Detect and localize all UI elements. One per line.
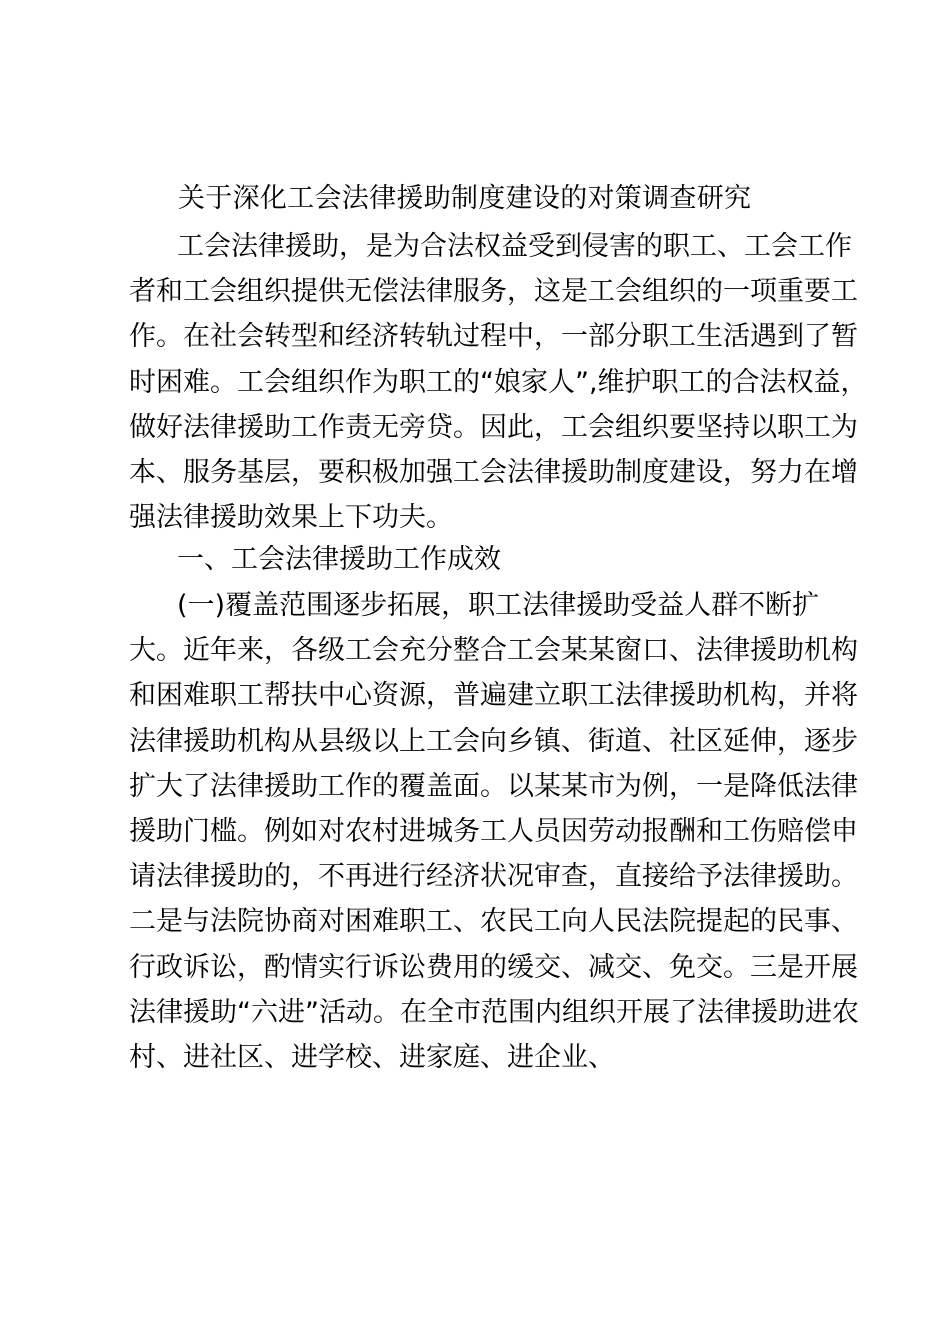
text-line: 强法律援助效果上下功夫。 [129, 502, 453, 534]
text-line: 时困难。工会组织作为职工的“娘家人”,维护职工的合法权益， [129, 366, 868, 398]
document-title: 关于深化工会法律援助制度建设的对策调查研究 [178, 183, 752, 214]
text-line: 大。近年来，各级工会充分整合工会某某窗口、法律援助机构 [129, 635, 858, 667]
text-line: 二是与法院协商对困难职工、农民工向人民法院提起的民事、 [129, 906, 858, 938]
text-line: 村、进社区、进学校、进家庭、进企业、 [129, 1041, 615, 1073]
text-line: 扩大了法律援助工作的覆盖面。以某某市为例，一是降低法律 [129, 770, 858, 802]
text-line: 法律援助机构从县级以上工会向乡镇、街道、社区延伸，逐步 [129, 725, 858, 757]
text-line: 做好法律援助工作责无旁贷。因此，工会组织要坚持以职工为 [129, 411, 858, 443]
intro-paragraph [129, 224, 868, 540]
text-line: 请法律援助的，不再进行经济状况审查，直接给予法律援助。 [129, 861, 858, 893]
text-line: 援助门槛。例如对农村进城务工人员因劳动报酬和工伤赔偿申 [129, 815, 858, 847]
text-line: (一)覆盖范围逐步拓展，职工法律援助受益人群不断扩 [177, 590, 820, 621]
section-heading [129, 537, 819, 582]
text-line: 工会法律援助，是为合法权益受到侵害的职工、工会工作 [177, 231, 852, 262]
section-heading-text: 一、工会法律援助工作成效 [177, 544, 501, 575]
text-line: 和困难职工帮扶中心资源，普遍建立职工法律援助机构，并将 [129, 680, 858, 712]
text-line: 者和工会组织提供无偿法律服务，这是工会组织的一项重要工 [129, 276, 858, 308]
text-line: 法律援助“六进”活动。在全市范围内组织开展了法律援助进农 [129, 996, 859, 1028]
text-line: 作。在社会转型和经济转轨过程中，一部分职工生活遇到了暂 [129, 321, 858, 353]
section-paragraph [129, 583, 859, 1080]
text-line: 行政诉讼，酌情实行诉讼费用的缓交、减交、免交。三是开展 [129, 951, 858, 983]
text-line: 本、服务基层，要积极加强工会法律援助制度建设，努力在增 [129, 456, 858, 488]
